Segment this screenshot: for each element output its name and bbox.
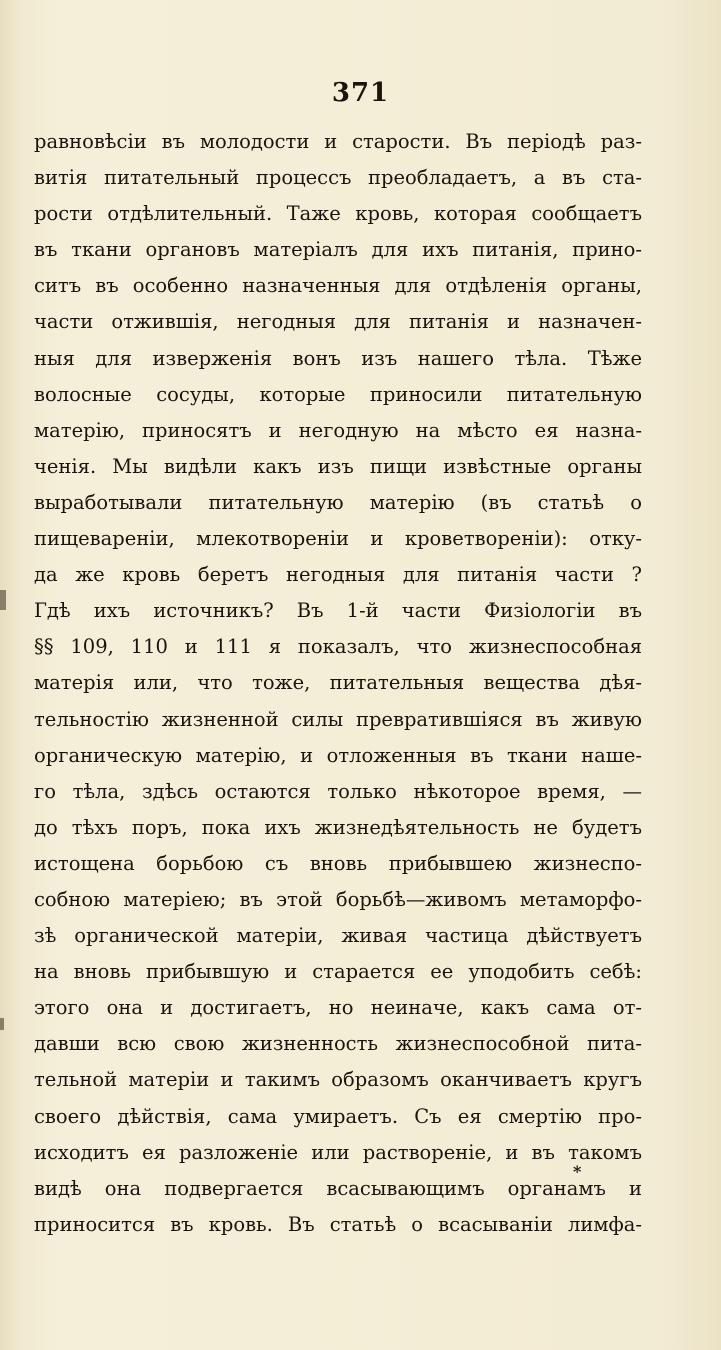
page-edge-mark bbox=[0, 590, 6, 610]
text-line: части отжившія, негодныя для питанія и назначен- bbox=[34, 310, 642, 334]
page-number: 371 bbox=[331, 78, 390, 108]
text-line: витія питательный процессъ преобладаетъ, а въ ста- bbox=[34, 166, 642, 190]
text-line: выработывали питательную матерію (въ статьѣ о bbox=[34, 490, 642, 514]
text-line: своего дѣйствія, сама умираетъ. Съ ея смертію про- bbox=[34, 1104, 642, 1128]
text-line: волосные сосуды, которые приносили питательную bbox=[34, 382, 642, 406]
text-line: тельной матеріи и такимъ образомъ оканчиваетъ кругъ bbox=[34, 1068, 642, 1092]
text-line: да же кровь беретъ негодныя для питанія части ? bbox=[34, 563, 642, 587]
text-line: на вновь прибывшую и старается ее уподобить себѣ: bbox=[34, 960, 642, 984]
text-line: давши всю свою жизненность жизнеспособной пита- bbox=[34, 1032, 642, 1056]
text-line: этого она и достигаетъ, но неиначе, какъ сама от- bbox=[34, 996, 642, 1020]
text-line: собною матеріею; въ этой борьбѣ—живомъ метаморфо- bbox=[34, 887, 642, 911]
text-line: Гдѣ ихъ источникъ? Въ 1-й части Физіологіи въ bbox=[34, 599, 642, 623]
text-line: §§ 109, 110 и 111 я показалъ, что жизнеспособная bbox=[34, 635, 642, 659]
text-line: го тѣла, здѣсь остаются только нѣкоторое время, — bbox=[34, 779, 642, 803]
text-line: органическую матерію, и отложенныя въ ткани наше- bbox=[34, 743, 642, 767]
text-line: приносится въ кровь. Въ статьѣ о всасываніи лимфа- bbox=[34, 1212, 642, 1236]
text-line: ченія. Мы видѣли какъ изъ пищи извѣстные органы bbox=[34, 454, 642, 478]
page-edge-mark bbox=[0, 1018, 4, 1030]
text-line: рости отдѣлительный. Таже кровь, которая сообщаетъ bbox=[34, 202, 642, 226]
text-line: ныя для изверженія вонъ изъ нашего тѣла. Тѣже bbox=[34, 346, 642, 370]
text-line: ситъ въ особенно назначенныя для отдѣленія органы, bbox=[34, 274, 642, 298]
text-line: матерія или, что тоже, питательныя вещества дѣя- bbox=[34, 671, 642, 695]
text-line: видѣ она подвергается всасывающимъ органамъ и bbox=[34, 1176, 642, 1200]
text-line: тельностію жизненной силы превратившіяся въ живую bbox=[34, 707, 642, 731]
signature-mark: * bbox=[573, 1162, 582, 1181]
text-line: въ ткани органовъ матеріалъ для ихъ питанія, прино- bbox=[34, 238, 642, 262]
body-text bbox=[34, 124, 642, 1243]
text-line: пищевареніи, млекотвореніи и кроветвореніи): отку- bbox=[34, 527, 642, 551]
text-line: равновѣсіи въ молодости и старости. Въ періодѣ раз- bbox=[34, 130, 642, 153]
text-line: исходитъ ея разложеніе или раствореніе, и въ такомъ bbox=[34, 1140, 642, 1164]
text-line: истощена борьбою съ вновь прибывшею жизнеспо- bbox=[34, 851, 642, 875]
text-line: матерію, приносятъ и негодную на мѣсто ея назна- bbox=[34, 418, 642, 442]
text-line: до тѣхъ поръ, пока ихъ жизнедѣятельность не будетъ bbox=[34, 815, 642, 839]
text-line: зѣ органической матеріи, живая частица дѣйствуетъ bbox=[34, 924, 642, 948]
